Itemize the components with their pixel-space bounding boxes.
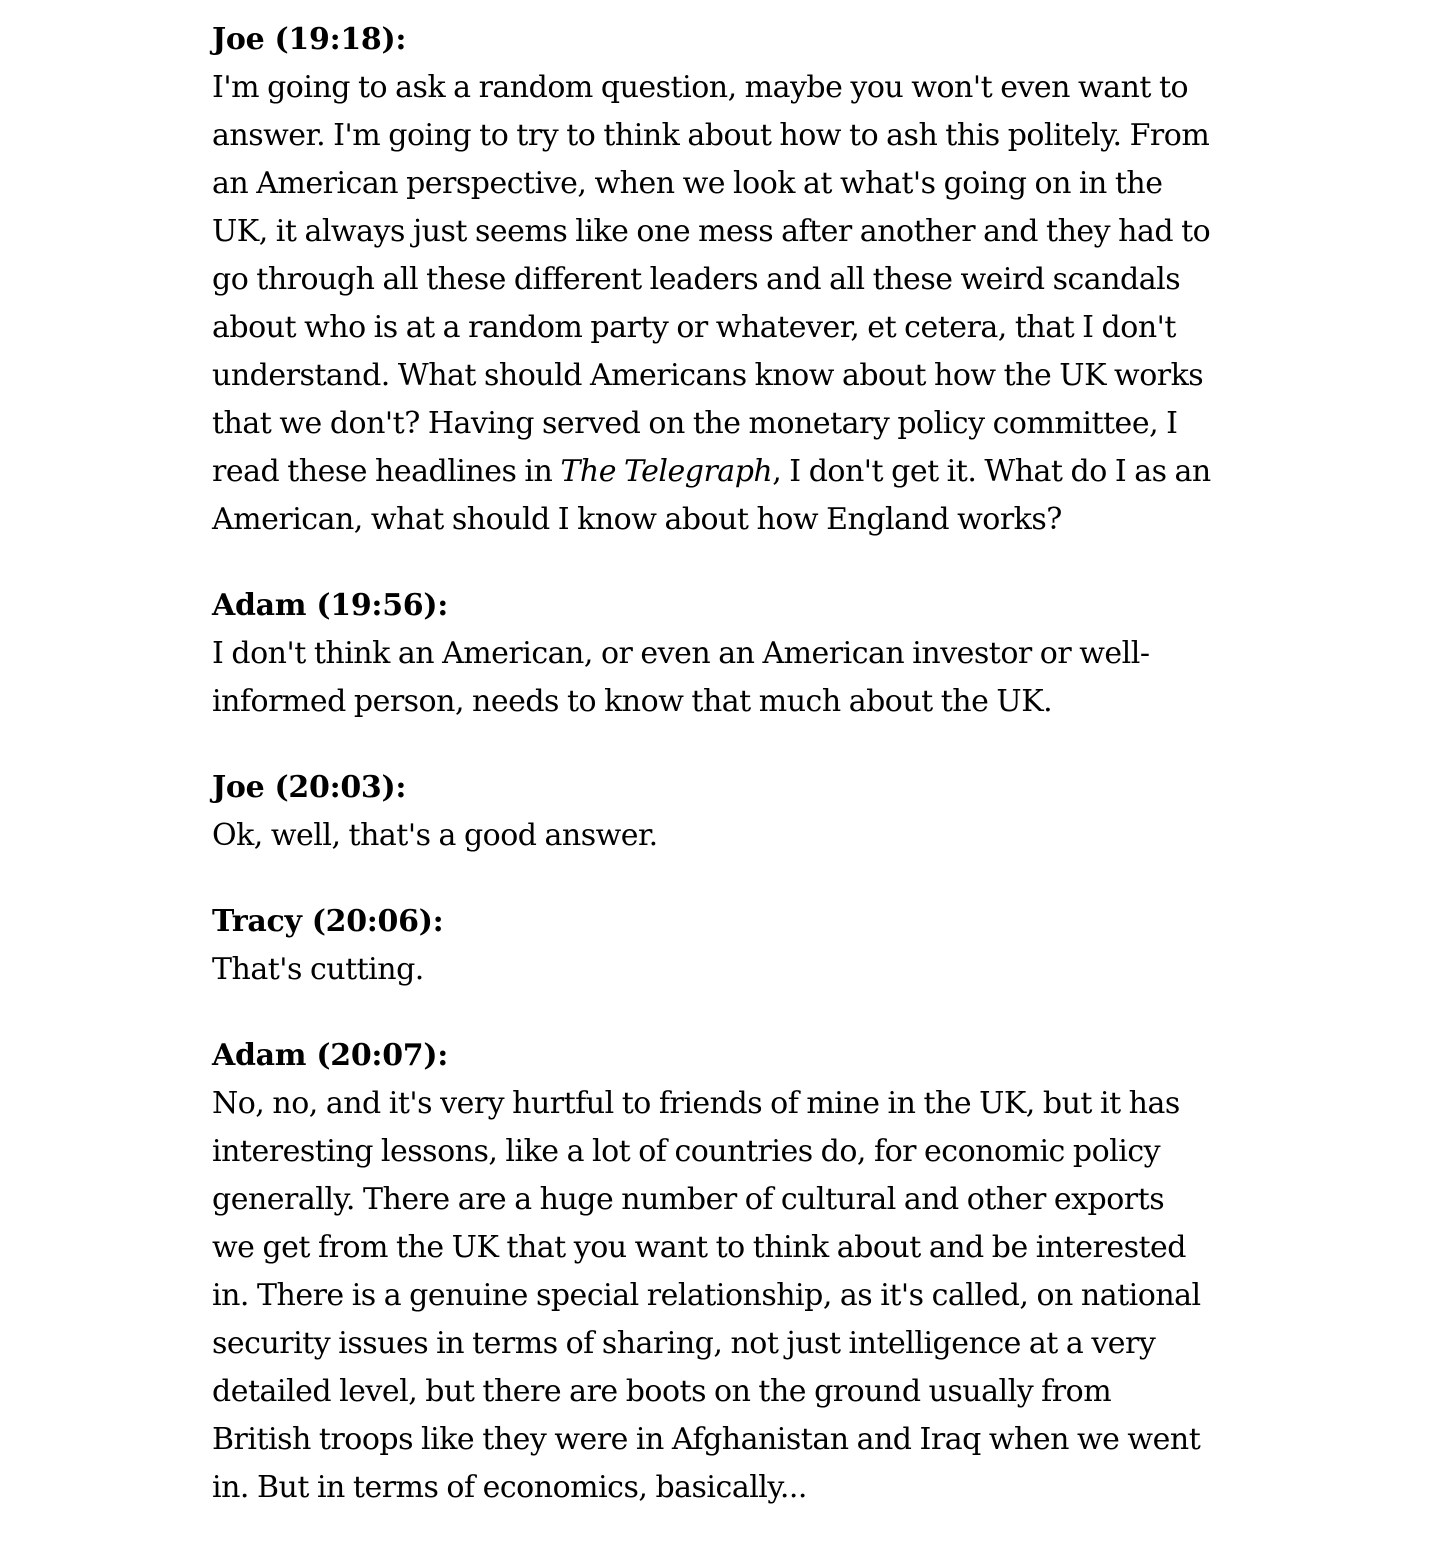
speaker-text: Ok, well, that's a good answer. bbox=[212, 818, 658, 853]
speaker-label: Joe (19:18): bbox=[212, 22, 407, 57]
publication-title: The Telegraph bbox=[560, 454, 773, 489]
speaker-text bbox=[212, 64, 1212, 544]
speaker-text: That's cutting. bbox=[212, 952, 424, 987]
transcript-entry bbox=[212, 582, 1212, 726]
speaker-label: Adam (19:56): bbox=[212, 588, 449, 623]
text-segment: I'm going to ask a random question, maybe you won't even want to answer. I'm going to try to think about how to ash this politely. From an American perspective, when we look at what's going on in the UK, it always just seems like one mess after another and they had to go through all these different leaders and all these weird scandals about who is at a random party or whatever, et cetera, that I don't understand. What should Americans know about how the UK works that we don't? Having served on the monetary policy committee, I read these headlines in bbox=[212, 70, 1211, 489]
speaker-text: No, no, and it's very hurtful to friends of mine in the UK, but it has interesting lessons, like a lot of countries do, for economic policy generally. There are a huge number of cultural and other exports we get from the UK that you want to think about and be interested in. There is a genuine special relationship, as it's called, on national security issues in terms of sharing, not just intelligence at a very detailed level, but there are boots on the ground usually from British troops like they were in Afghanistan and Iraq when we went in. But in terms of economics, basically... bbox=[212, 1086, 1201, 1505]
speaker-label: Tracy (20:06): bbox=[212, 904, 444, 939]
speaker-text: I don't think an American, or even an American investor or well-informed person, needs to know that much about the UK. bbox=[212, 636, 1150, 719]
transcript-entry bbox=[212, 898, 1212, 994]
transcript-entry bbox=[212, 764, 1212, 860]
transcript-entry bbox=[212, 16, 1212, 544]
transcript-entry bbox=[212, 1032, 1212, 1512]
speaker-label: Joe (20:03): bbox=[212, 770, 407, 805]
transcript bbox=[212, 16, 1212, 1550]
speaker-label: Adam (20:07): bbox=[212, 1038, 449, 1073]
text-segment: , I don't get it. What do I as an American, what should I know about how England works? bbox=[212, 454, 1211, 537]
